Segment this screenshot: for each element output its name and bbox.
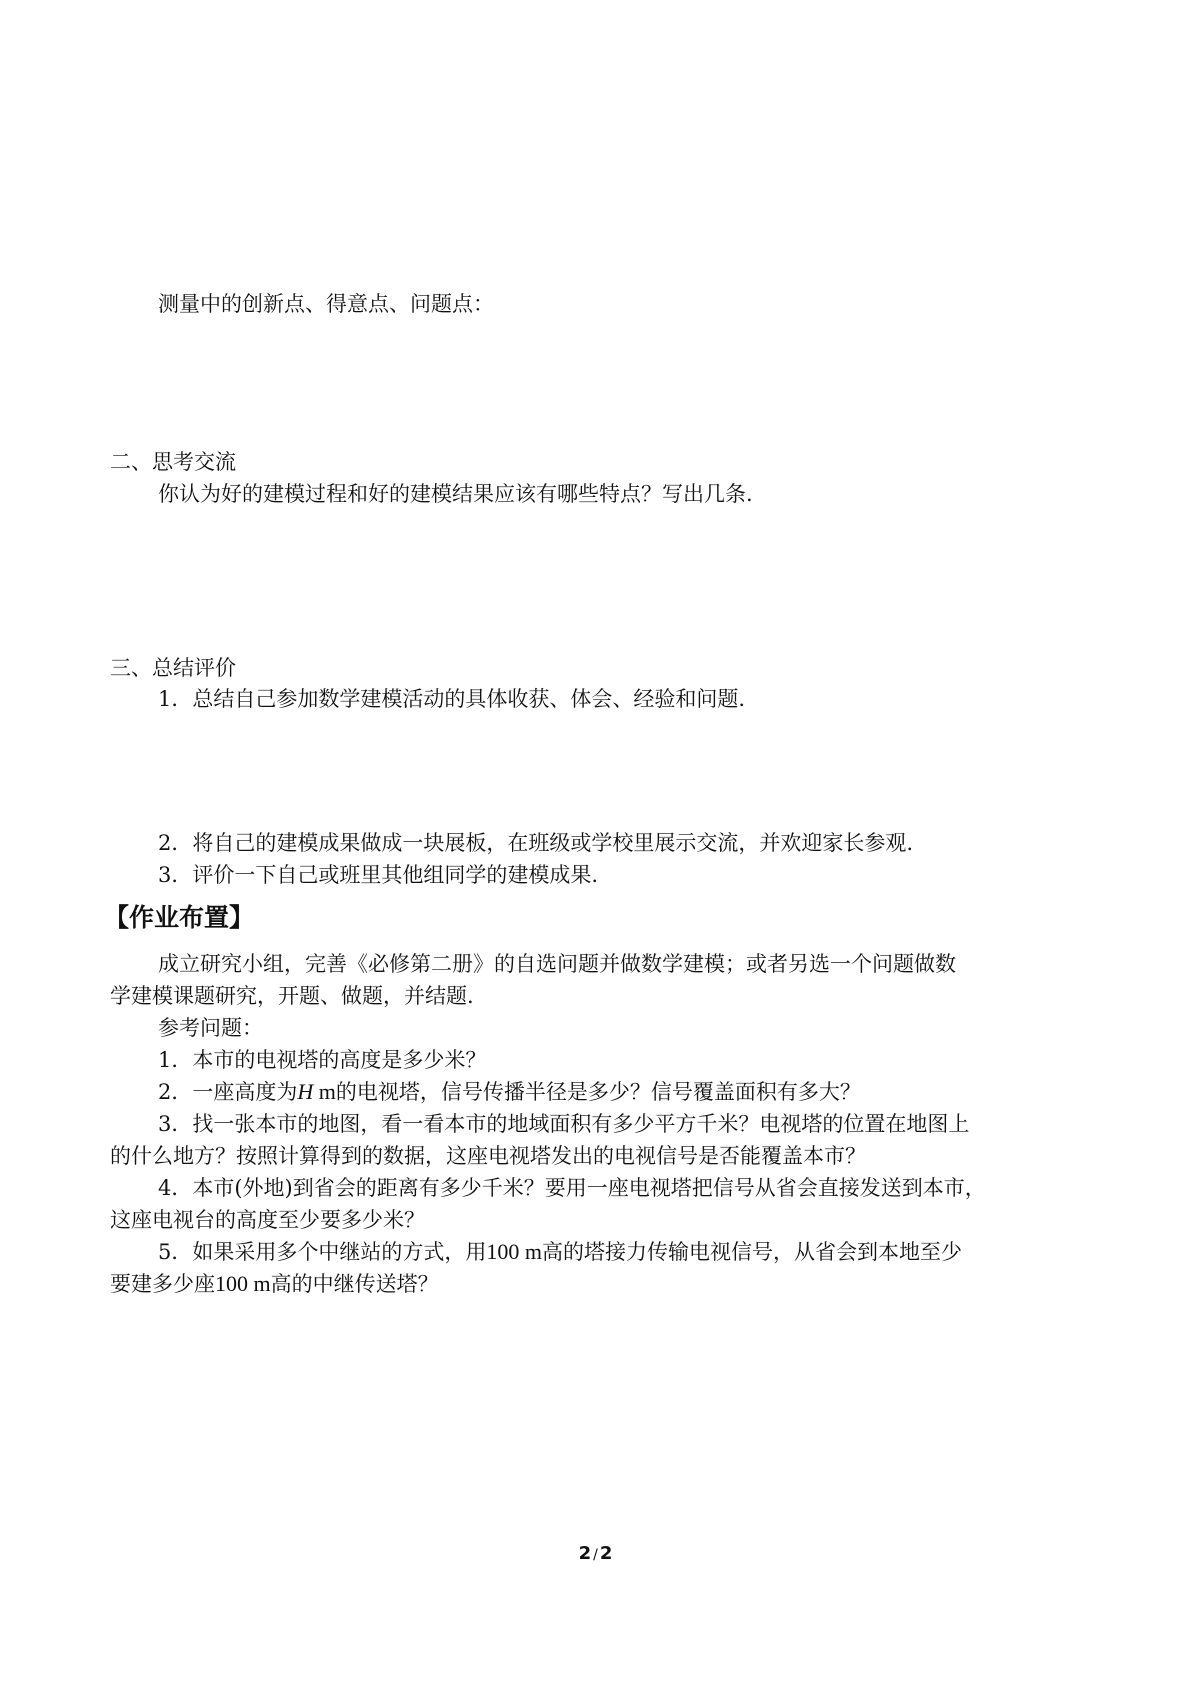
tower-height-value: 100 m <box>486 1239 542 1264</box>
homework-intro-line-1: 成立研究小组，完善《必修第二册》的自选问题并做数学建模；或者另选一个问题做数 <box>158 952 956 976</box>
reference-question-4-line-2: 这座电视台的高度至少要多少米？ <box>110 1208 425 1232</box>
reference-question-2 <box>158 1079 861 1105</box>
section-3-item-2: 2．将自己的建模成果做成一块展板，在班级或学校里展示交流，并欢迎家长参观. <box>158 831 914 855</box>
section-2-title: 二、思考交流 <box>110 450 236 474</box>
tower-height-value-2: 100 m <box>215 1271 271 1296</box>
section-3-item-3: 3．评价一下自己或班里其他组同学的建模成果. <box>158 863 599 887</box>
current-page: 2 <box>578 1543 592 1564</box>
question-5-text-a: 5．如果采用多个中继站的方式，用 <box>158 1240 487 1264</box>
question-5-text-b: 高的塔接力传输电视信号，从省会到本地至少 <box>542 1240 962 1264</box>
homework-intro-line-2: 学建模课题研究，开题、做题，并结题. <box>110 984 474 1008</box>
height-variable: H <box>297 1079 314 1104</box>
question-2-suffix: 的电视塔，信号传播半径是多少？信号覆盖面积有多大？ <box>335 1080 861 1104</box>
section-2-question: 你认为好的建模过程和好的建模结果应该有哪些特点？写出几条. <box>158 482 753 506</box>
reference-question-1: 1．本市的电视塔的高度是多少米？ <box>158 1048 487 1072</box>
page-number <box>0 1543 1191 1566</box>
reference-question-4-line-1: 4．本市(外地)到省会的距离有多少千米？要用一座电视塔把信号从省会直接发送到本市， <box>158 1176 986 1200</box>
question-5-text-d: 高的中继传送塔？ <box>270 1272 439 1296</box>
reference-question-5-line-1 <box>158 1239 962 1265</box>
homework-heading: 【作业布置】 <box>104 903 255 932</box>
reference-question-5-line-2 <box>110 1271 439 1297</box>
reference-question-3-line-1: 3．找一张本市的地图，看一看本市的地域面积有多少平方千米？电视塔的位置在地图上 <box>158 1112 970 1136</box>
page-separator: / <box>593 1547 598 1563</box>
question-2-prefix: 2．一座高度为 <box>158 1080 298 1104</box>
reference-question-3-line-2: 的什么地方？按照计算得到的数据，这座电视塔发出的电视信号是否能覆盖本市？ <box>110 1144 866 1168</box>
section-3-item-1: 1．总结自己参加数学建模活动的具体收获、体会、经验和问题. <box>158 687 746 711</box>
height-unit: m <box>313 1079 336 1104</box>
question-5-text-c: 要建多少座 <box>110 1272 215 1296</box>
total-pages: 2 <box>599 1543 613 1564</box>
section-3-title: 三、总结评价 <box>110 656 236 680</box>
reference-questions-label: 参考问题： <box>158 1016 263 1040</box>
measurement-prompt: 测量中的创新点、得意点、问题点： <box>158 292 494 316</box>
